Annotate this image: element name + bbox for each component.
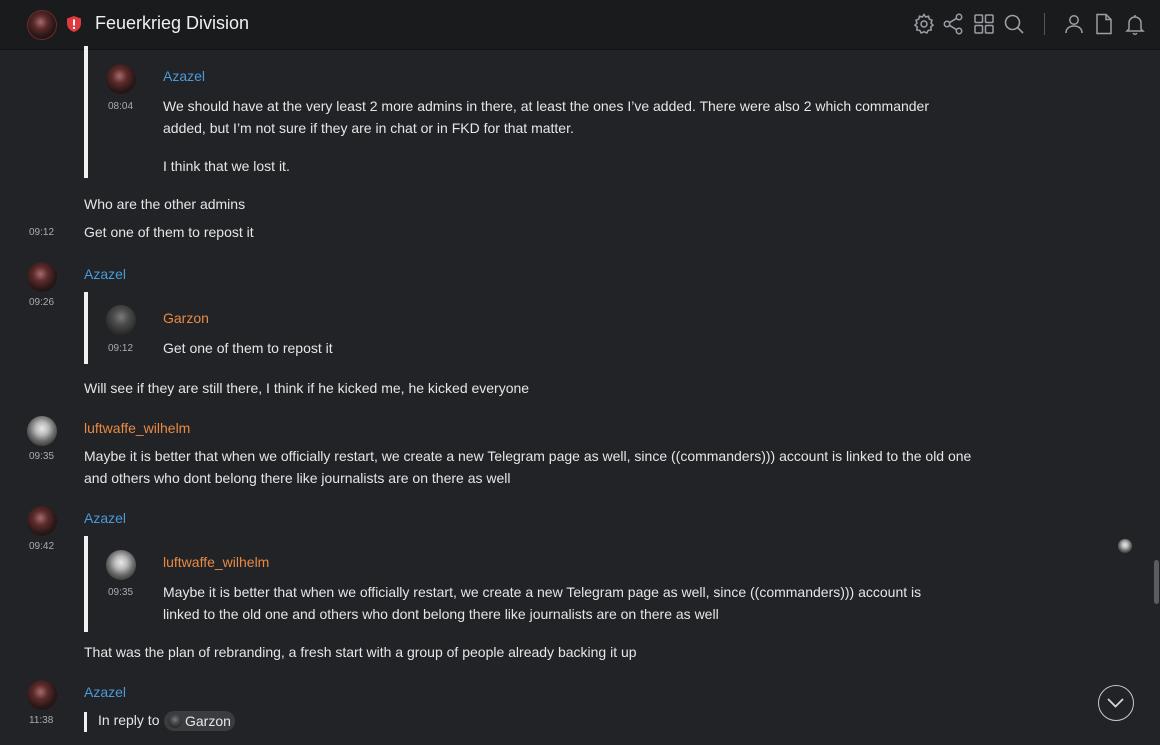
share-icon[interactable] bbox=[941, 12, 965, 36]
avatar[interactable] bbox=[106, 305, 136, 335]
avatar[interactable] bbox=[27, 680, 57, 710]
avatar[interactable] bbox=[106, 550, 136, 580]
timestamp: 09:26 bbox=[29, 297, 55, 308]
message-text: Maybe it is better that when we officially restart, we create a new Telegram page as well, since ((commanders))) account is bbox=[163, 584, 922, 600]
author-name[interactable]: luftwaffe_wilhelm bbox=[163, 554, 270, 570]
message-text: added, but I’m not sure if they are in chat or in FKD for that matter. bbox=[163, 120, 574, 136]
message-text: That was the plan of rebranding, a fresh start with a group of people already backing it up bbox=[84, 644, 637, 660]
message-text: Get one of them to repost it bbox=[163, 340, 333, 356]
timestamp: 09:12 bbox=[29, 227, 55, 238]
message-text: Maybe it is better that when we officially restart, we create a new Telegram page as well, since ((commanders))) account is linked to the old one bbox=[84, 448, 972, 464]
reply-prefix: In reply to bbox=[98, 712, 160, 728]
timestamp: 09:12 bbox=[108, 343, 134, 354]
channel-header bbox=[0, 0, 1160, 50]
message-text: Who are the other admins bbox=[84, 196, 246, 212]
search-icon[interactable] bbox=[1002, 12, 1026, 36]
avatar[interactable] bbox=[27, 416, 57, 446]
avatar[interactable] bbox=[27, 506, 57, 536]
author-name[interactable]: Azazel bbox=[84, 510, 127, 526]
author-name[interactable]: Azazel bbox=[84, 684, 127, 700]
reply-bar bbox=[84, 712, 87, 732]
shield-warning-icon bbox=[66, 15, 82, 33]
channel-title: Feuerkrieg Division bbox=[95, 13, 250, 33]
reply-pill[interactable] bbox=[164, 711, 235, 731]
avatar bbox=[168, 714, 182, 728]
quote-bar bbox=[84, 46, 88, 178]
user-icon[interactable] bbox=[1062, 12, 1086, 36]
quote-bar bbox=[84, 292, 88, 364]
read-receipt-avatar[interactable] bbox=[1118, 539, 1132, 553]
timestamp: 09:35 bbox=[108, 587, 134, 598]
timestamp: 09:35 bbox=[29, 451, 55, 462]
message-timeline bbox=[0, 51, 1160, 745]
chevron-down-icon bbox=[1099, 686, 1132, 719]
scroll-to-bottom-button[interactable] bbox=[1098, 685, 1134, 721]
message-text: linked to the old one and others who dont belong there like journalists are on there as well bbox=[163, 606, 719, 622]
grid-icon[interactable] bbox=[972, 12, 996, 36]
timestamp: 09:42 bbox=[29, 541, 55, 552]
avatar[interactable] bbox=[106, 64, 136, 94]
message-text: Will see if they are still there, I think if he kicked me, he kicked everyone bbox=[84, 380, 530, 396]
channel-avatar[interactable] bbox=[27, 10, 57, 40]
file-icon[interactable] bbox=[1092, 12, 1116, 36]
message-text: Get one of them to repost it bbox=[84, 224, 254, 240]
timestamp: 11:38 bbox=[29, 715, 54, 726]
author-name[interactable]: Azazel bbox=[84, 266, 127, 282]
author-name[interactable]: Garzon bbox=[163, 310, 209, 326]
message-text: We should have at the very least 2 more admins in there, at least the ones I’ve added. There were also 2 which commander bbox=[163, 98, 930, 114]
avatar[interactable] bbox=[27, 262, 57, 292]
author-name[interactable]: luftwaffe_wilhelm bbox=[84, 420, 191, 436]
message-text: I think that we lost it. bbox=[163, 158, 290, 174]
scrollbar-thumb[interactable] bbox=[1154, 560, 1159, 604]
header-divider bbox=[1044, 13, 1045, 35]
bell-icon[interactable] bbox=[1123, 12, 1147, 36]
author-name[interactable]: Azazel bbox=[163, 68, 206, 84]
quote-bar bbox=[84, 536, 88, 632]
reply-author-name: Garzon bbox=[185, 713, 231, 729]
settings-icon[interactable] bbox=[912, 12, 936, 36]
timestamp: 08:04 bbox=[108, 101, 134, 112]
message-text: and others who dont belong there like journalists are on there as well bbox=[84, 470, 511, 486]
